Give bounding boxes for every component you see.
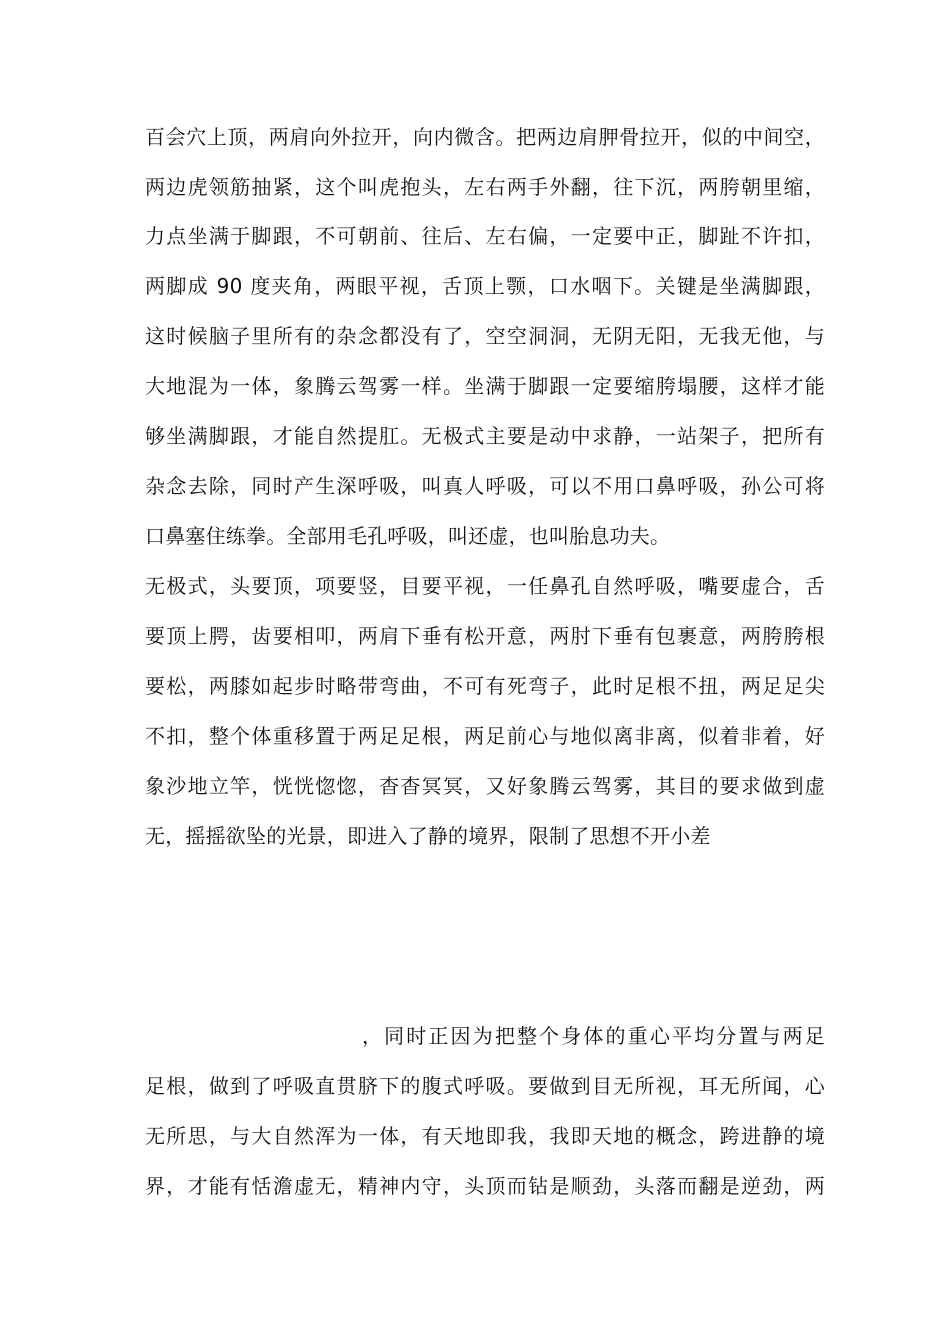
- text-line: 两脚成 90 度夹角，两眼平视，舌顶上颚，口水咽下。关键是坐满脚跟，: [145, 274, 825, 298]
- text-line: 无，摇摇欲坠的光景，即进入了静的境界，限制了思想不开小差: [145, 824, 711, 848]
- text-line: 大地混为一体，象腾云驾雾一样。坐满于脚跟一定要缩胯塌腰，这样才能: [145, 374, 825, 398]
- text-line: 口鼻塞住练拳。全部用毛孔呼吸，叫还虚，也叫胎息功夫。: [145, 524, 671, 548]
- text-line: 百会穴上顶，两肩向外拉开，向内微含。把两边肩胛骨拉开，似的中间空，: [145, 125, 825, 149]
- text-line: 不扣，整个体重移置于两足足根，两足前心与地似离非离，似着非着，好: [145, 724, 825, 748]
- text-line: 这时候脑子里所有的杂念都没有了，空空洞洞，无阴无阳，无我无他，与: [145, 324, 825, 348]
- text-line: 足根，做到了呼吸直贯脐下的腹式呼吸。要做到目无所视，耳无所闻，心: [145, 1074, 825, 1098]
- text-line: 杂念去除，同时产生深呼吸，叫真人呼吸，可以不用口鼻呼吸，孙公可将: [145, 474, 825, 498]
- text-line: 界，才能有恬澹虚无，精神内守，头顶而钻是顺劲，头落而翻是逆劲，两: [145, 1174, 825, 1198]
- text-line: 要顶上腭，齿要相叩，两肩下垂有松开意，两肘下垂有包裹意，两胯胯根: [145, 624, 825, 648]
- text-line: ，同时正因为把整个身体的重心平均分置与两足: [362, 1024, 825, 1048]
- text-line: 要松，两膝如起步时略带弯曲，不可有死弯子，此时足根不扭，两足足尖: [145, 674, 825, 698]
- text-line: 够坐满脚跟，才能自然提肛。无极式主要是动中求静，一站架子，把所有: [145, 424, 825, 448]
- text-line: 两边虎领筋抽紧，这个叫虎抱头，左右两手外翻，往下沉，两胯朝里缩，: [145, 175, 825, 199]
- text-line: 力点坐满于脚跟，不可朝前、往后、左右偏，一定要中正，脚趾不许扣，: [145, 224, 825, 248]
- text-line: 无极式，头要顶，项要竖，目要平视，一任鼻孔自然呼吸，嘴要虚合，舌: [145, 574, 825, 598]
- text-line: 无所思，与大自然浑为一体，有天地即我，我即天地的概念，跨进静的境: [145, 1124, 825, 1148]
- text-line: 象沙地立竿，恍恍惚惚，杳杳冥冥，又好象腾云驾雾，其目的要求做到虚: [145, 774, 825, 798]
